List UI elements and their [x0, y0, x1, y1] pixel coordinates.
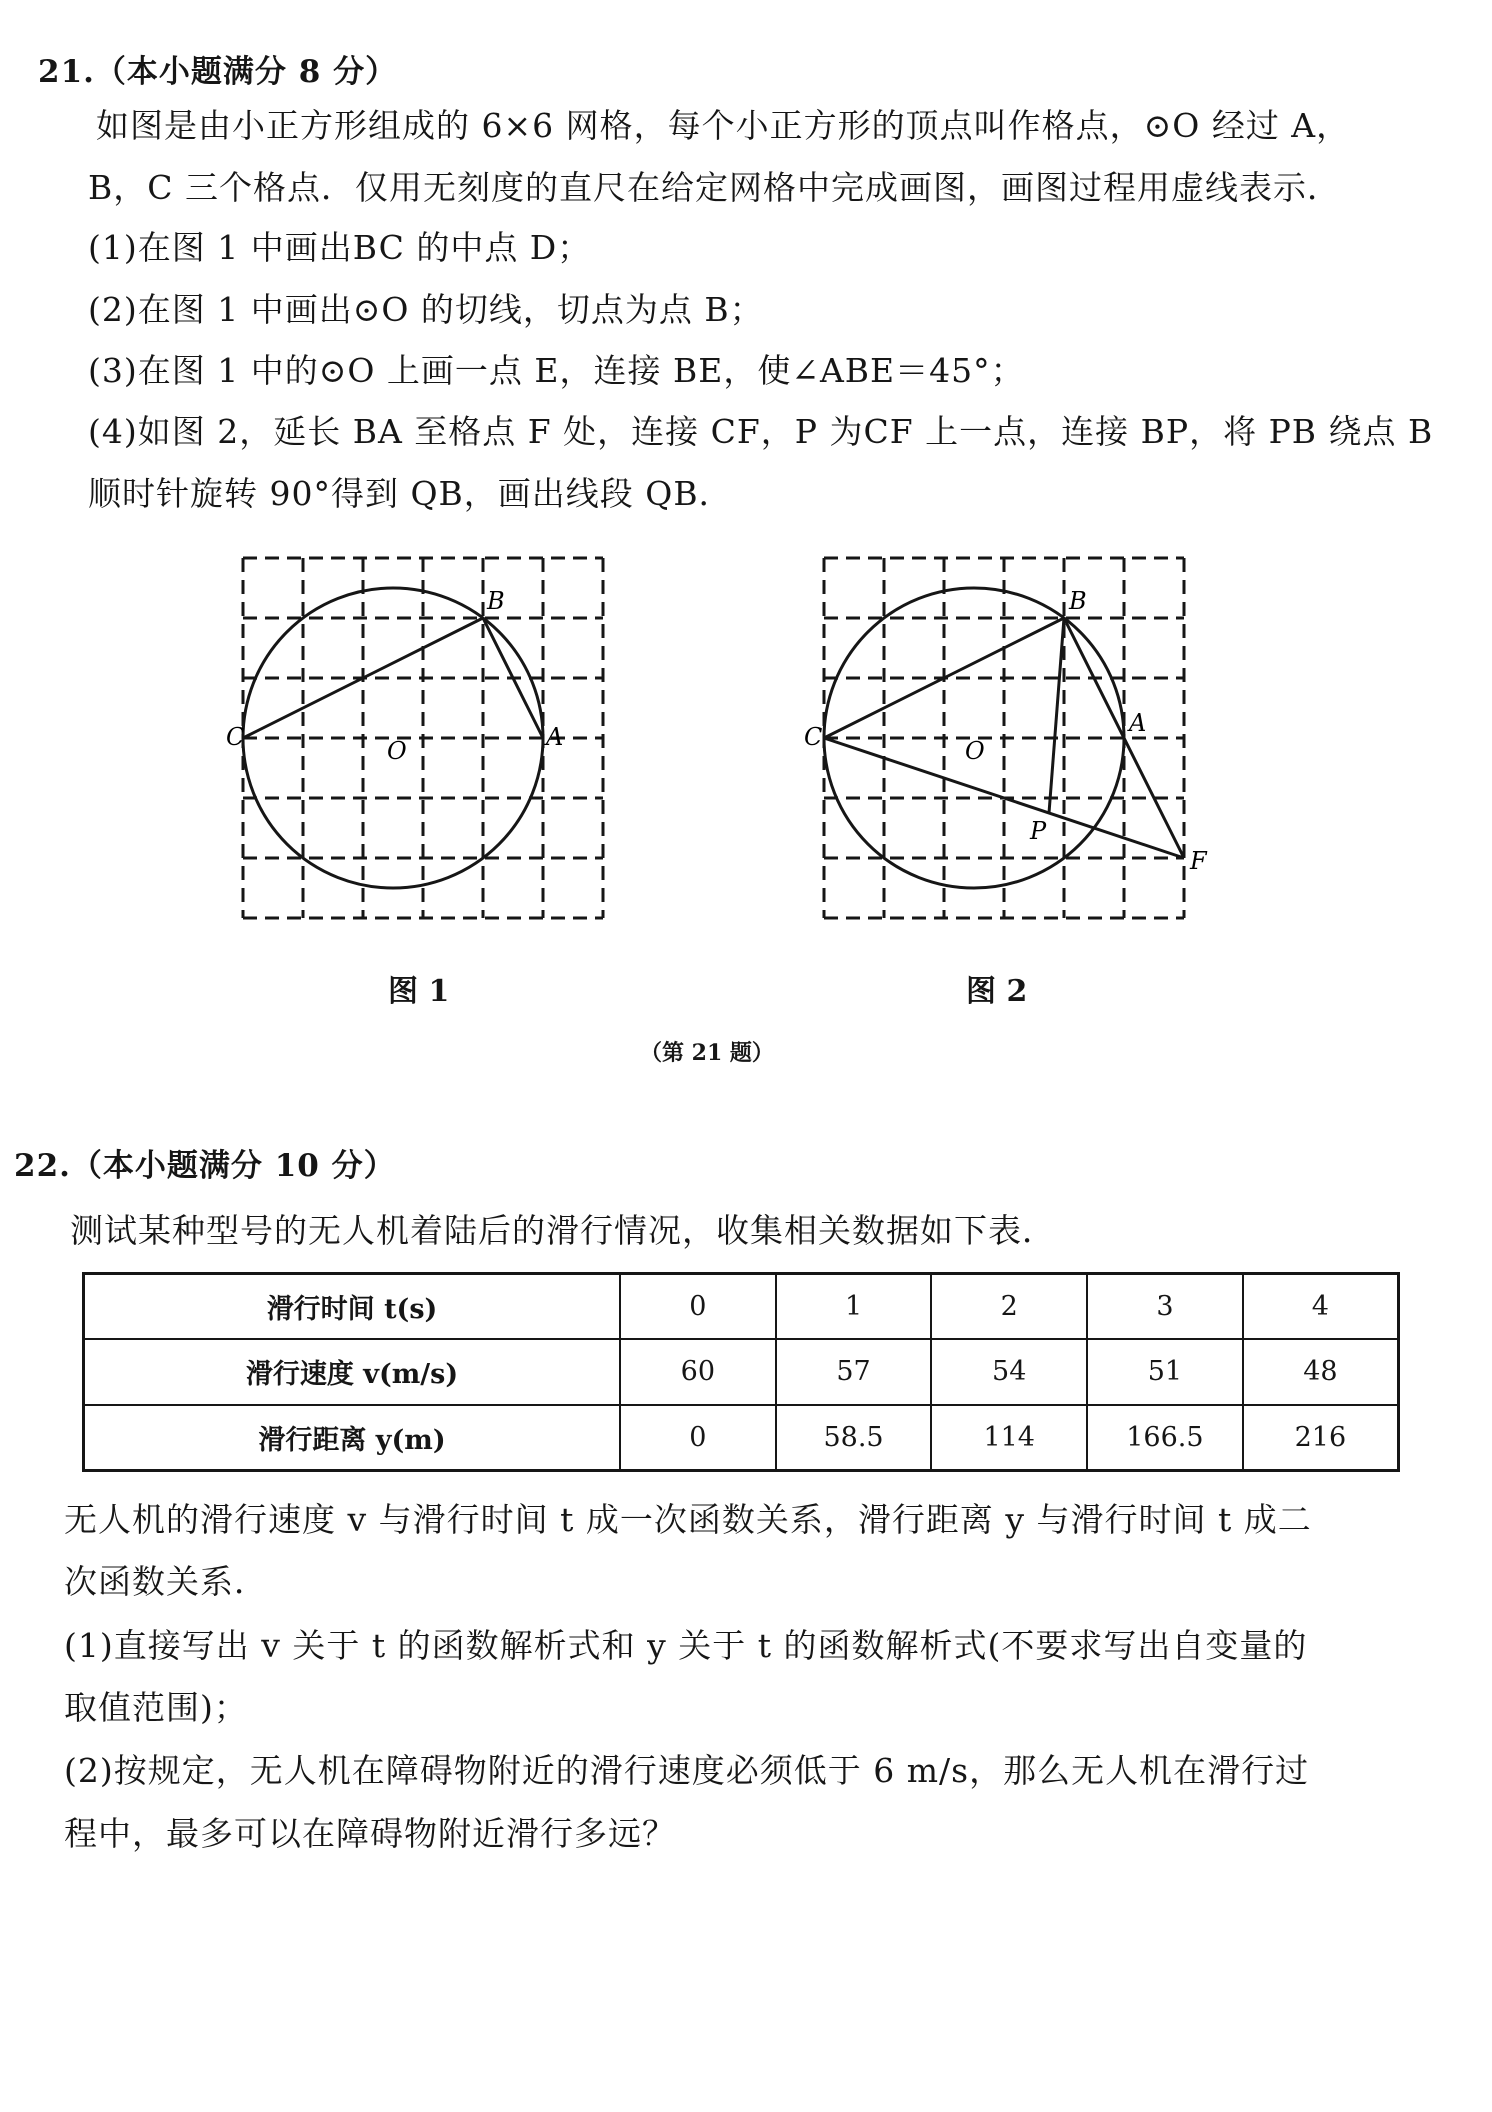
label-a: A: [546, 723, 564, 751]
row-label: 滑行距离 y(m): [84, 1405, 621, 1471]
label-f: F: [1190, 847, 1207, 875]
table-cell: 0: [620, 1405, 776, 1471]
q21-line-1: 如图是由小正方形组成的 6×6 网格，每个小正方形的顶点叫作格点，⊙O 经过 A，: [96, 106, 1351, 145]
segment-bp: [1049, 618, 1064, 813]
figure-2: [800, 545, 1220, 935]
figure-caption: （第 21 题）: [640, 1040, 774, 1066]
data-table: [82, 1272, 1400, 1472]
label-a: A: [1129, 709, 1147, 737]
q22-line-2: 次函数关系．: [64, 1562, 268, 1601]
figure-1-caption: 图 1: [388, 974, 450, 1009]
q22-line-3: (1)直接写出 v 关于 t 的函数解析式和 y 关于 t 的函数解析式(不要求写出自变量的: [64, 1626, 1308, 1665]
figure-2-caption: 图 2: [966, 974, 1028, 1009]
label-o: O: [965, 737, 985, 765]
row-label: 滑行速度 v(m/s): [84, 1339, 621, 1404]
label-b: B: [487, 587, 505, 615]
table-cell: 166.5: [1087, 1405, 1243, 1471]
q22-line-6: 程中，最多可以在障碍物附近滑行多远？: [64, 1814, 676, 1853]
table-cell: 3: [1087, 1274, 1243, 1340]
table-row: [84, 1339, 1399, 1404]
table-cell: 58.5: [776, 1405, 932, 1471]
q22-line-1: 无人机的滑行速度 v 与滑行时间 t 成一次函数关系，滑行距离 y 与滑行时间 t 成二: [64, 1500, 1312, 1539]
q22-line-5: (2)按规定，无人机在障碍物附近的滑行速度必须低于 6 m/s，那么无人机在滑行过: [64, 1751, 1310, 1790]
table-row: [84, 1274, 1399, 1340]
q21-line-5: (3)在图 1 中的⊙O 上画一点 E，连接 BE，使∠ABE＝45°；: [88, 351, 1025, 390]
q22-line-4: 取值范围)；: [64, 1688, 248, 1727]
table-cell: 54: [931, 1339, 1087, 1404]
table-cell: 0: [620, 1274, 776, 1340]
table-cell: 1: [776, 1274, 932, 1340]
q21-heading: 21.（本小题满分 8 分）: [38, 54, 398, 90]
q21-line-4: (2)在图 1 中画出⊙O 的切线，切点为点 B；: [88, 290, 764, 329]
table-cell: 48: [1243, 1339, 1399, 1404]
q21-line-3: (1)在图 1 中画出BC 的中点 D；: [88, 228, 592, 267]
q21-line-7: 顺时针旋转 90°得到 QB，画出线段 QB．: [88, 474, 733, 513]
label-c: C: [226, 723, 245, 751]
table-cell: 60: [620, 1339, 776, 1404]
row-label: 滑行时间 t(s): [84, 1274, 621, 1340]
table-cell: 2: [931, 1274, 1087, 1340]
label-o: O: [387, 737, 407, 765]
table-row: [84, 1405, 1399, 1471]
table-cell: 4: [1243, 1274, 1399, 1340]
label-c: C: [804, 723, 823, 751]
label-b: B: [1069, 587, 1087, 615]
table-cell: 114: [931, 1405, 1087, 1471]
table-cell: 51: [1087, 1339, 1243, 1404]
q22-intro: 测试某种型号的无人机着陆后的滑行情况，收集相关数据如下表．: [70, 1211, 1056, 1250]
table-cell: 216: [1243, 1405, 1399, 1471]
q21-line-2: B，C 三个格点．仅用无刻度的直尺在给定网格中完成画图，画图过程用虚线表示．: [88, 168, 1341, 207]
q22-heading: 22.（本小题满分 10 分）: [14, 1148, 396, 1184]
label-p: P: [1030, 817, 1047, 845]
q21-line-6: (4)如图 2，延长 BA 至格点 F 处，连接 CF，P 为CF 上一点，连接 BP，将 PB 绕点 B: [88, 412, 1434, 451]
table-cell: 57: [776, 1339, 932, 1404]
grid: [824, 558, 1184, 918]
figure-1: [226, 545, 620, 935]
